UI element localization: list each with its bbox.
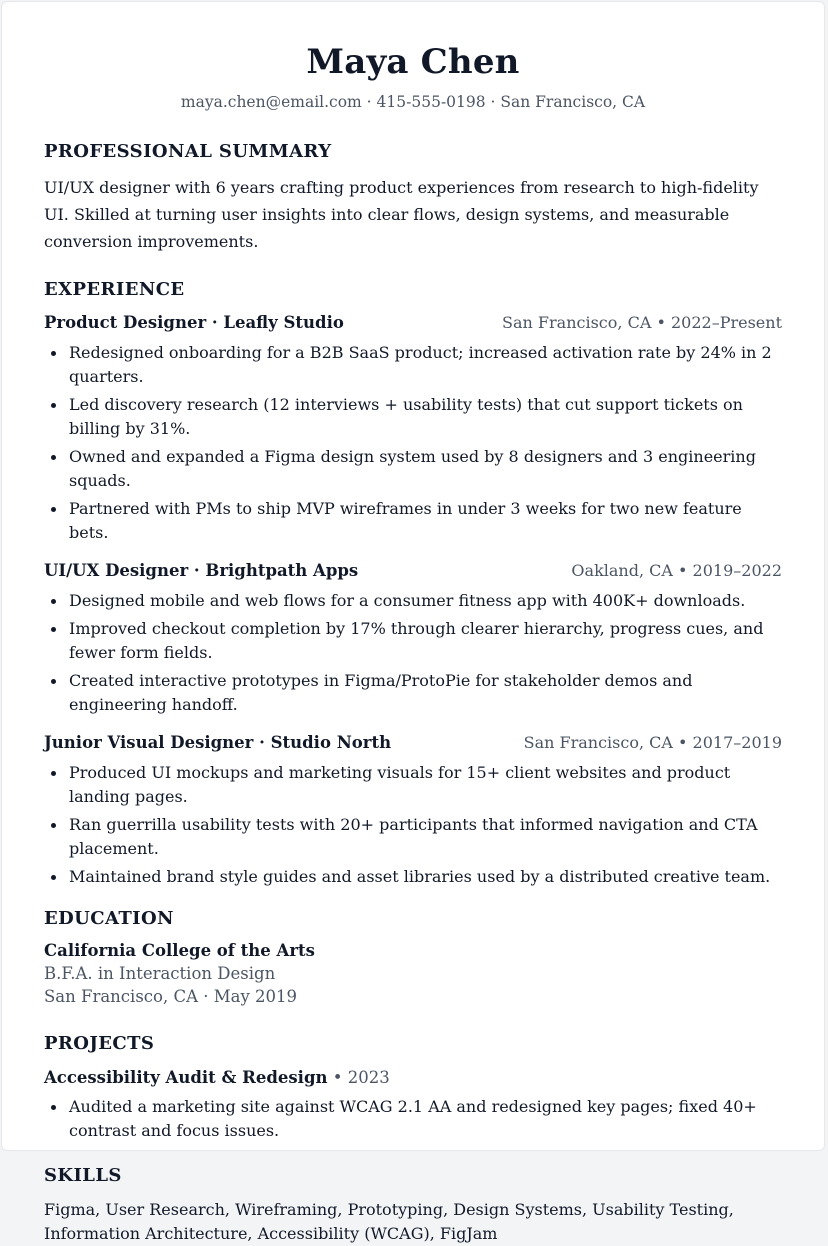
summary-heading: PROFESSIONAL SUMMARY [44, 141, 332, 162]
project-bullets [44, 1095, 782, 1143]
list-item: Designed mobile and web flows for a consumer fitness app with 400K+ downloads. [69, 589, 782, 613]
list-item: Improved checkout completion by 17% through clearer hierarchy, progress cues, and fewer form fields. [69, 617, 782, 665]
job-header [44, 311, 782, 335]
summary-text: UI/UX designer with 6 years crafting product experiences from research to high-fidelity UI. Skilled at turning user insights into clear flows, design systems, and measurable conversion improvements. [44, 178, 759, 251]
contact-line: maya.chen@email.com · 415-555-0198 · San Francisco, CA [180, 93, 646, 111]
resume-page [1, 1, 825, 1243]
projects-heading: PROJECTS [44, 1033, 155, 1054]
list-item: Maintained brand style guides and asset libraries used by a distributed creative team. [69, 865, 782, 889]
job-entry [44, 731, 782, 889]
list-item: Ran guerrilla usability tests with 20+ participants that informed navigation and CTA placement. [69, 813, 782, 861]
job-entry [44, 311, 782, 545]
degree: B.F.A. in Interaction Design [44, 964, 276, 983]
education-section [44, 907, 782, 1008]
list-item: Audited a marketing site against WCAG 2.1 AA and redesigned key pages; fixed 40+ contrast and focus issues. [69, 1095, 782, 1143]
job-title: UI/UX Designer · Brightpath Apps [44, 561, 359, 580]
skills-text: Figma, User Research, Wireframing, Prototyping, Design Systems, Usability Testing, Information Architecture, Accessibility (WCAG), FigJam [44, 1200, 734, 1243]
project-name: Accessibility Audit & Redesign [44, 1068, 328, 1087]
candidate-name: Maya Chen [306, 42, 520, 82]
job-header [44, 559, 782, 583]
list-item: Produced UI mockups and marketing visuals for 15+ client websites and product landing pages. [69, 761, 782, 809]
skills-section [44, 1164, 782, 1246]
job-bullets [44, 589, 782, 717]
job-bullets [44, 341, 782, 545]
job-meta: Oakland, CA • 2019–2022 [571, 561, 782, 580]
list-item: Partnered with PMs to ship MVP wireframes in under 3 weeks for two new feature bets. [69, 497, 782, 545]
education-location: San Francisco, CA · May 2019 [44, 987, 298, 1006]
list-item: Redesigned onboarding for a B2B SaaS product; increased activation rate by 24% in 2 quarters. [69, 341, 782, 389]
job-entry [44, 559, 782, 717]
list-item: Owned and expanded a Figma design system used by 8 designers and 3 engineering squads. [69, 445, 782, 493]
job-header [44, 731, 782, 755]
job-meta: San Francisco, CA • 2022–Present [502, 313, 782, 332]
job-bullets [44, 761, 782, 889]
list-item: Led discovery research (12 interviews + usability tests) that cut support tickets on billing by 31%. [69, 393, 782, 441]
education-heading: EDUCATION [44, 908, 174, 929]
project-year: • 2023 [327, 1068, 390, 1087]
experience-heading: EXPERIENCE [44, 279, 185, 300]
project-header [44, 1066, 782, 1089]
school-name: California College of the Arts [44, 941, 315, 960]
projects-section [44, 1032, 782, 1143]
list-item: Created interactive prototypes in Figma/ProtoPie for stakeholder demos and engineering handoff. [69, 669, 782, 717]
summary-section [44, 140, 782, 255]
job-title: Product Designer · Leafly Studio [44, 313, 344, 332]
job-title: Junior Visual Designer · Studio North [44, 733, 392, 752]
experience-section [44, 278, 782, 889]
job-meta: San Francisco, CA • 2017–2019 [523, 733, 782, 752]
skills-heading: SKILLS [44, 1165, 122, 1186]
